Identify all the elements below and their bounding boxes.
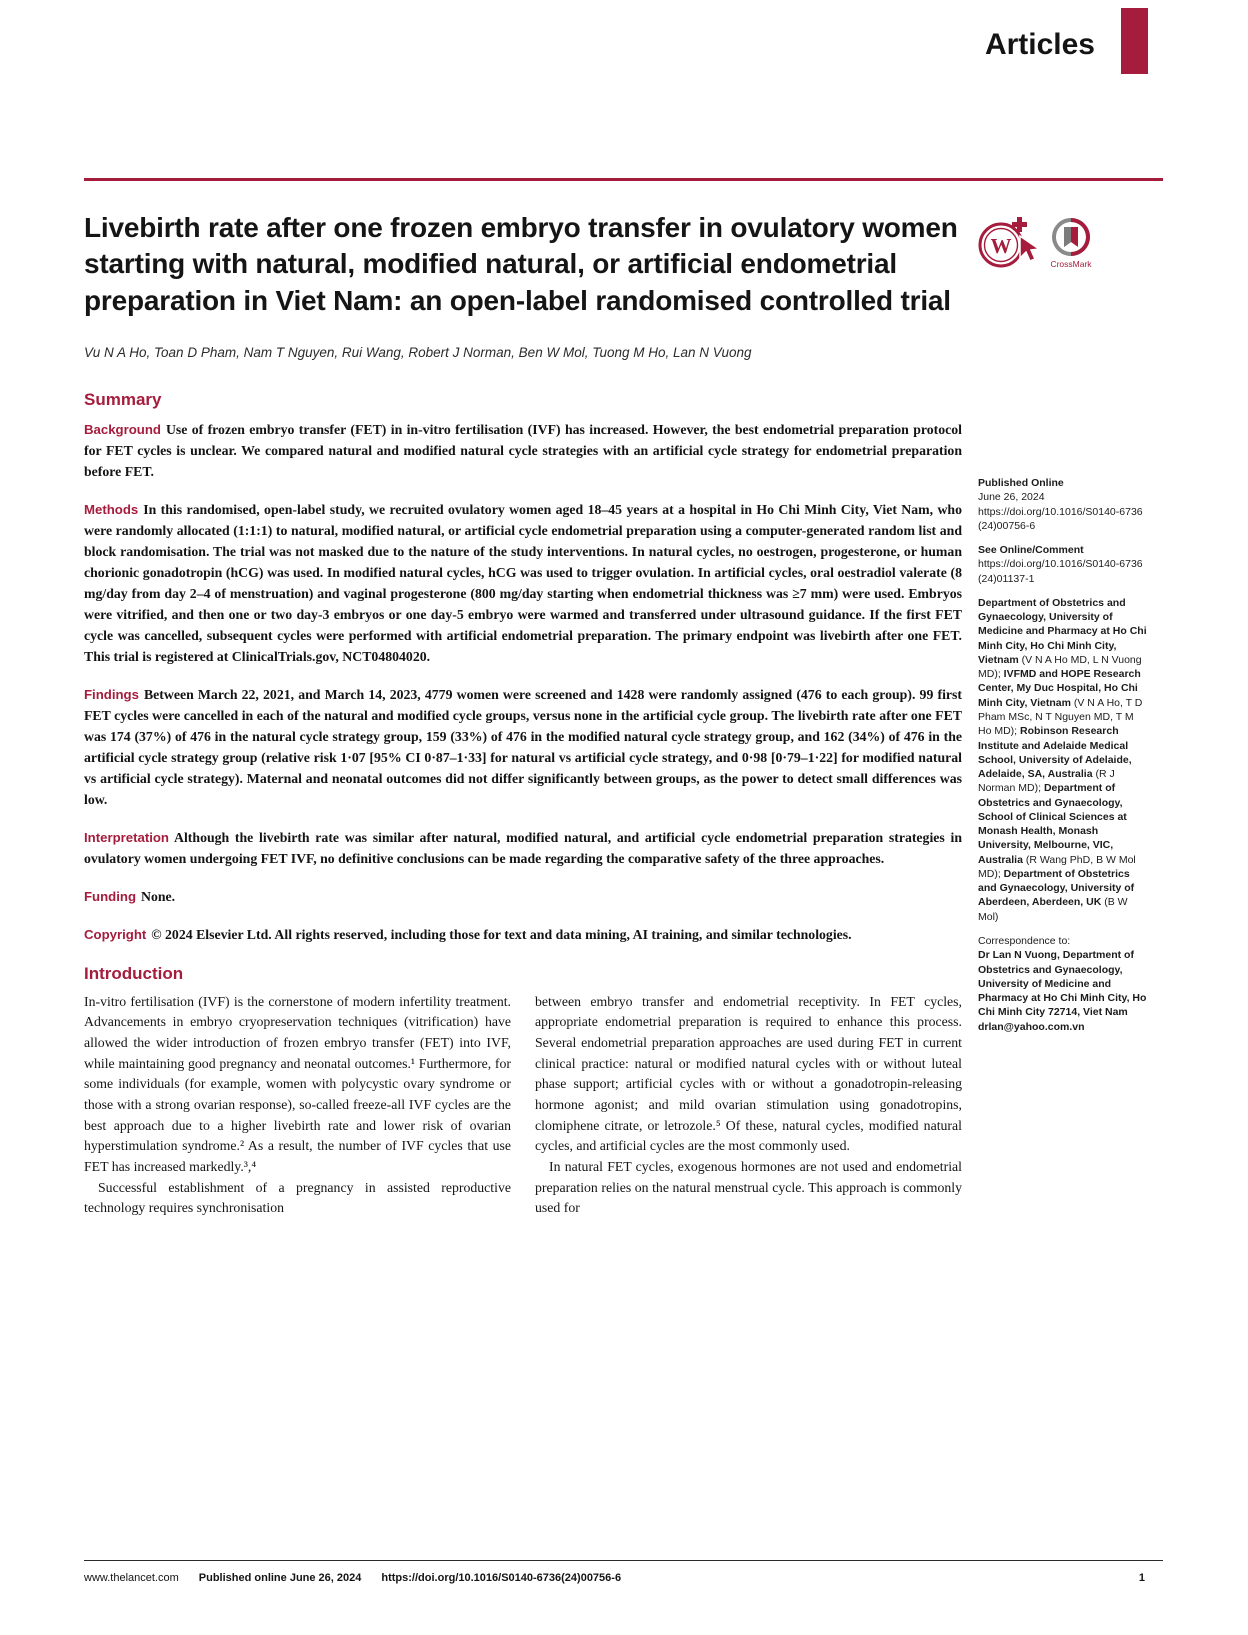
svg-text:W: W <box>990 234 1012 258</box>
summary-interpretation <box>84 828 962 870</box>
page-number: 1 <box>1138 1572 1145 1584</box>
published-online-block <box>978 476 1148 533</box>
correspondence-label: Correspondence to: <box>978 934 1071 947</box>
see-online-block <box>978 543 1148 586</box>
footer-published: Published online June 26, 2024 <box>198 1572 362 1584</box>
article-title: Livebirth rate after one frozen embryo transfer in ovulatory women starting with natural, modified natural, or artificial endometrial preparation in Viet Nam: an open-label randomised controlled trial <box>84 212 958 316</box>
intro-paragraph: between embryo transfer and endometrial receptivity. In FET cycles, appropriate endometrial preparation is required to enhance this process. Several endometrial preparation approaches are used during FET in current clinical practice: natural or modified natural cycles with or without luteal phase support; artificial cycles with or without a gonadotropin-releasing hormone agonist; and mild ovarian stimulation using gonadotropins, clomiphene citrate, or letrozole.⁵ Of these, natural cycles, modified natural cycles, and artificial cycles are the most commonly used. <box>535 993 962 1154</box>
published-online-label: Published Online <box>978 477 1064 489</box>
intro-paragraph: Successful establishment of a pregnancy in assisted reproductive technology requires synchronisation <box>84 1179 511 1216</box>
footer-doi-link[interactable]: https://doi.org/10.1016/S0140-6736(24)00756-6 <box>381 1572 622 1584</box>
comment-doi-link[interactable]: https://doi.org/10.1016/S0140-6736(24)01137-1 <box>978 558 1143 585</box>
published-online-date: June 26, 2024 <box>978 491 1045 504</box>
introduction-heading: Introduction <box>84 963 184 983</box>
intro-paragraph: In-vitro fertilisation (IVF) is the cornerstone of modern infertility treatment. Advancements in embryo cryopreservation techniques (vitrification) have allowed the wider introduction of frozen embryo transfer (FET) into IVF, while maintaining good pregnancy and neonatal outcomes.¹ Furthermore, for some individuals (for example, women with polycystic ovary syndrome or those with a strong ovarian response), so-called freeze-all IVF cycles are the best approach due to a higher livebirth rate and lower risk of ovarian hyperstimulation syndrome.² As a result, the number of IVF cycles that use FET has increased markedly.³,⁴ <box>84 993 511 1175</box>
footer-rule <box>84 1560 1163 1561</box>
summary-label-methods: Methods <box>84 502 139 518</box>
introduction-column-right <box>535 992 962 1220</box>
summary-funding <box>84 887 962 908</box>
see-online-label: See Online/Comment <box>978 544 1084 557</box>
summary-copyright-text: © 2024 Elsevier Ltd. All rights reserved, including those for text and data mining, AI training, and similar technologies. <box>151 926 852 942</box>
summary-heading: Summary <box>84 390 162 410</box>
summary-funding-text: None. <box>141 888 176 904</box>
introduction-columns <box>84 992 962 1220</box>
correspondence-email-link[interactable]: drlan@yahoo.com.vn <box>978 1020 1085 1033</box>
crossmark-icon[interactable] <box>1050 216 1092 269</box>
summary-label-findings: Findings <box>84 686 139 702</box>
summary-findings-text: Between March 22, 2021, and March 14, 2023, 4779 women were screened and 1428 were randomly assigned (476 to each group). 99 first FET cycles were cancelled in each of the natural and modified cycle groups, versus none in the artificial cycle group. The livebirth rate after one FET was 174 (37%) of 476 in the natural cycle strategy group, 159 (33%) of 476 in the modified natural cycle strategy group, and 162 (34%) of 476 in the artificial cycle strategy group (relative risk 1·07 [95% CI 0·87–1·33] for natural vs artificial cycle strategy, and 0·98 [0·79–1·22] for modified natural vs artificial cycle strategy). Maternal and neonatal outcomes did not differ significantly between groups, as the power to detect small differences was low. <box>84 686 962 807</box>
summary-copyright <box>84 925 962 946</box>
correspondence-address: Dr Lan N Vuong, Department of Obstetrics and Gynaecology, University of Medicine and Pharmacy at Ho Chi Minh City, Ho Chi Minh City 72714, Viet Nam <box>978 949 1147 1019</box>
summary-methods-text: In this randomised, open-label study, we recruited ovulatory women aged 18–45 years at a hospital in Ho Chi Minh City, Viet Nam, who were randomly allocated (1:1:1) to natural, modified natural, or artificial cycle endometrial preparation using a computer-generated random list and block randomisation. The trial was not masked due to the nature of the study interventions. In natural cycles, no oestrogen, progesterone, or human chorionic gonadotropin (hCG) was used. In modified natural cycles, hCG was used to trigger ovulation. In artificial cycles, oral oestradiol valerate (8 mg/day from day 2–4 of menstruation) and vaginal progesterone (800 mg/day starting when endometrial thickness was ≥7 mm) were used. Embryos were vitrified, and then one or two day-3 embryos or one day-5 embryo were warmed and transferred under ultrasound guidance. If the first FET cycle was cancelled, subsequent cycles were performed with artificial endometrial preparation. The primary endpoint was livebirth after one FET. This trial is registered at ClinicalTrials.gov, NCT04804020. <box>84 502 962 664</box>
footer-site-link[interactable]: www.thelancet.com <box>84 1572 179 1584</box>
footer <box>84 1572 1163 1584</box>
published-doi-link[interactable]: https://doi.org/10.1016/S0140-6736(24)00756-6 <box>978 505 1143 532</box>
top-rule <box>84 178 1163 181</box>
margin-sidebar <box>978 476 1148 1044</box>
crossmark-label: CrossMark <box>1050 259 1092 269</box>
summary-label-interpretation: Interpretation <box>84 829 169 845</box>
summary-interpretation-text: Although the livebirth rate was similar after natural, modified natural, and artificial cycle endometrial preparation strategies in ovulatory women undergoing FET IVF, no definitive conclusions can be made regarding the comparative safety of the three approaches. <box>84 829 962 866</box>
summary-findings <box>84 685 962 811</box>
summary-label-copyright: Copyright <box>84 926 147 942</box>
summary-background <box>84 420 962 483</box>
online-extra-icon[interactable] <box>976 216 1038 277</box>
summary-label-background: Background <box>84 422 161 438</box>
summary-methods <box>84 500 962 668</box>
title-icons <box>976 216 1151 277</box>
correspondence-block <box>978 934 1148 1034</box>
affiliations-block: Department of Obstetrics and Gynaecology, University of Medicine and Pharmacy at Ho Chi Minh City, Ho Chi Minh City, Vietnam (V N A Ho MD, L N Vuong MD); IVFMD and HOPE Research Center, My Duc Hospital, Ho Chi Minh City, Vietnam (V N A Ho, T D Pham MSc, N T Nguyen MD, T M Ho MD); Robinson Research Institute and Adelaide Medical School, University of Adelaide, Adelaide, SA, Australia (R J Norman MD); Department of Obstetrics and Gynaecology, School of Clinical Sciences at Monash Health, Monash University, Melbourne, VIC, Australia (R Wang PhD, B W Mol MD); Department of Obstetrics and Gynaecology, University of Aberdeen, Aberdeen, UK (B W Mol) <box>978 596 1147 923</box>
author-list: Vu N A Ho, Toan D Pham, Nam T Nguyen, Rui Wang, Robert J Norman, Ben W Mol, Tuong M Ho, Lan N Vuong <box>84 345 752 361</box>
corner-bar <box>1121 8 1148 74</box>
summary-label-funding: Funding <box>84 888 136 904</box>
summary-background-text: Use of frozen embryo transfer (FET) in in-vitro fertilisation (IVF) has increased. However, the best endometrial preparation protocol for FET cycles is unclear. We compared natural and modified natural cycle strategies with an artificial cycle strategy for endometrial preparation before FET. <box>84 422 962 480</box>
main-column <box>84 210 962 1219</box>
section-label: Articles <box>984 28 1095 61</box>
intro-paragraph: In natural FET cycles, exogenous hormones are not used and endometrial preparation relies on the natural menstrual cycle. This approach is commonly used for <box>535 1159 962 1216</box>
introduction-column-left <box>84 992 511 1220</box>
